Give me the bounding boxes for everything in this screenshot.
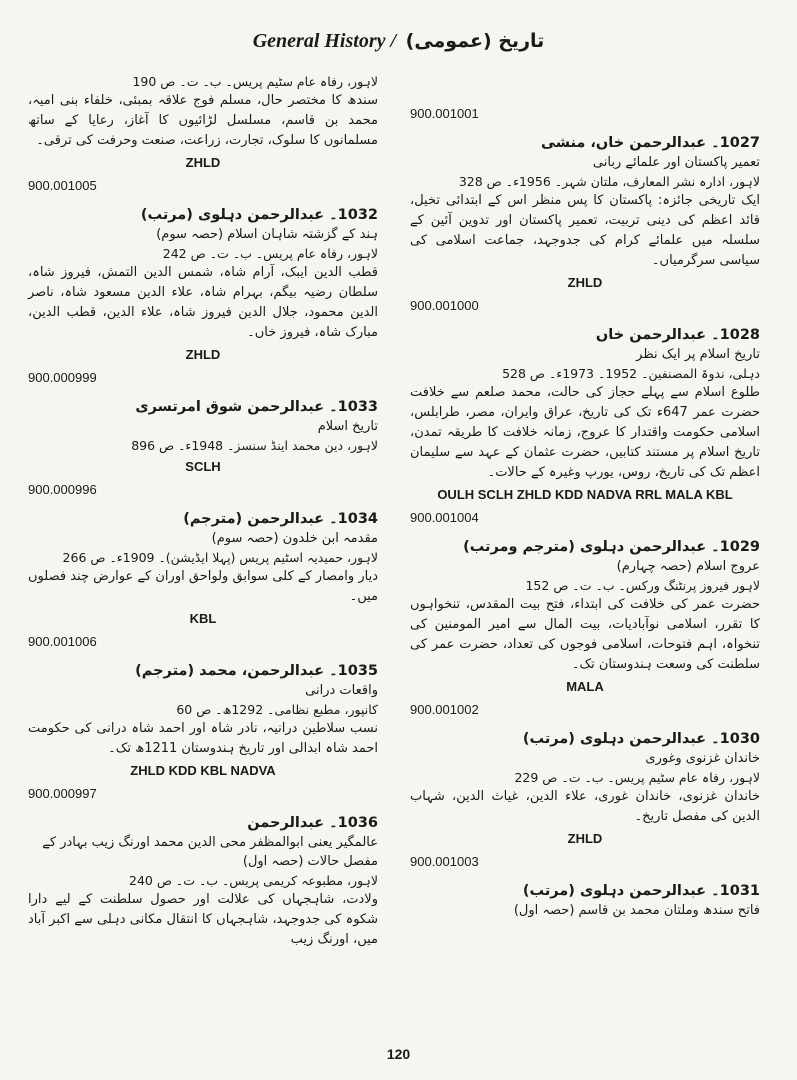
entry-description: خاندان غزنوی، خاندان غوری، علاء الدین، غیاث الدین، شہاب الدین کی مفصل تاریخ۔ bbox=[410, 789, 760, 824]
entry-title: مقدمہ ابن خلدون (حصہ سوم) bbox=[211, 531, 378, 546]
entry-author: عبدالرحمن دہلوی (مترجم ومرتب) bbox=[463, 539, 707, 555]
entry-description: قطب الدین ایبک، آرام شاہ، شمس الدین التمش، فیروز شاہ، سلطان رضیہ بیگم، بہرام شاہ، علاء الدین مسعود شاہ، ناصر الدین محمود، جلال الدین فیروز شاہ، علاء الدین، قطب الدین، مبارک شاہ، فیروز خاں۔ bbox=[28, 265, 378, 340]
entry-number: 1031 bbox=[719, 883, 760, 899]
entry-author: عبدالرحمن (مترجم) bbox=[183, 511, 325, 527]
catalog-entry-1036 bbox=[28, 786, 378, 950]
entry-heading: 1031۔ عبدالرحمن دہلوی (مرتب) bbox=[522, 883, 760, 899]
entry-author: عبدالرحمن شوق امرتسری bbox=[135, 399, 325, 415]
entry-description: دیار وامصار کے کلی سوابق ولواحق اوران کے عوارض چند فصلوں میں۔ bbox=[28, 569, 378, 604]
catalog-entry-1033 bbox=[28, 370, 378, 474]
entry-number: 1027 bbox=[719, 135, 760, 151]
entry-number: 1032 bbox=[337, 207, 378, 223]
entry-number: 1036 bbox=[337, 815, 378, 831]
entry-title: فاتح سندھ وملتان محمد بن قاسم (حصہ اول) bbox=[513, 903, 760, 918]
entry-code: 900.001005 bbox=[28, 178, 97, 193]
entry-heading: 1036۔ عبدالرحمن bbox=[247, 815, 378, 831]
entry-publisher: لاہور، رفاہ عام پریس۔ ب۔ ت۔ ص 242 bbox=[162, 246, 378, 261]
entry-code: 900.001002 bbox=[410, 702, 479, 717]
entry-code: 900.001003 bbox=[410, 854, 479, 869]
header-title-urdu: تاریخ (عمومی) bbox=[405, 30, 545, 52]
entry-author: عبدالرحمن خاں bbox=[595, 327, 707, 343]
entry-code: 900.001001 bbox=[410, 106, 479, 121]
entry-publisher: لاہور فیروز پرنٹنگ ورکس۔ ب۔ ت۔ ص 152 bbox=[525, 578, 760, 593]
entry-publisher: لاہور، مطبوعہ کریمی پریس۔ ب۔ ت۔ ص 240 bbox=[129, 873, 378, 888]
entry-publisher: دہلی، ندوۃ المصنفین۔ 1952۔ 1973ء۔ ص 528 bbox=[502, 366, 760, 381]
entry-code: 900.000999 bbox=[28, 370, 97, 385]
entry-locations: OULH SCLH ZHLD KDD NADVA RRL MALA KBL bbox=[437, 487, 733, 502]
catalog-entry-1034 bbox=[28, 482, 378, 626]
entry-locations: ZHLD bbox=[567, 831, 603, 846]
entry-author: عبدالرحمن دہلوی (مرتب) bbox=[522, 883, 707, 899]
page-number: 120 bbox=[386, 1046, 411, 1062]
catalog-entry-1030 bbox=[410, 702, 760, 846]
entry-description: طلوع اسلام سے پہلے حجاز کی حالت، محمد صلعم سے خلافت حضرت عمر 647ء تک کی تاریخ، عراق وایران، مصر، طرابلس، اسلامی حکومت واقتدار کا عروج، زمانہ خلافت کا طریقہ تمدن، تاریخ اسلام پر مستند کتابیں، حضرت عثمان کے عہد سے سلیمان اعظم تک کی تاریخ، روس، یورپ وغیرہ کے حالات۔ bbox=[410, 385, 760, 480]
entry-description: ولادت، شاہجہاں کی علالت اور حصول سلطنت کے لیے دارا شکوہ کی جدوجہد، شاہجہاں کا انتقال مکانی دہلی سے اکبر آباد میں، اورنگ زیب bbox=[28, 892, 378, 947]
catalog-entry-1027 bbox=[410, 106, 760, 290]
entry-description: نسب سلاطین درانیہ، نادر شاہ اور احمد شاہ درانی کی حکومت احمد شاہ ابدالی اور تاریخ ہندوستان 1211ھ تک۔ bbox=[28, 721, 378, 756]
entry-number: 1034 bbox=[337, 511, 378, 527]
catalog-entry-1031 bbox=[410, 854, 760, 920]
entry-author: عبدالرحمن دہلوی (مرتب) bbox=[522, 731, 707, 747]
entry-code: 900.001004 bbox=[410, 510, 479, 525]
entry-code: 900.001000 bbox=[410, 298, 479, 313]
entry-title: خاندان غزنوی وغوری bbox=[645, 751, 760, 766]
entry-author: عبدالرحمن، محمد (مترجم) bbox=[135, 663, 325, 679]
entry-description: حضرت عمر کی خلافت کی ابتداء، فتح بیت المقدس، تنخواہوں کا تقرر، اسلامی نوآبادیات، بیت المال سے امیر المومنین کی تنخواہ، اہم فتوحات، اسلامی فوجوں کی تعداد، حضرت عمر کی سلطنت کی وسعت ہندوستان تک۔ bbox=[410, 597, 760, 672]
entry-locations: ZHLD bbox=[185, 155, 221, 170]
continued-entry bbox=[28, 72, 378, 170]
entry-locations: ZHLD KDD KBL NADVA bbox=[130, 763, 276, 778]
catalog-entry-1032 bbox=[28, 178, 378, 362]
entry-title: واقعات درانی bbox=[305, 683, 378, 698]
entry-author: عبدالرحمن bbox=[247, 815, 325, 831]
entry-heading: 1035۔ عبدالرحمن، محمد (مترجم) bbox=[135, 663, 378, 679]
entry-publisher: لاہور، رفاہ عام سٹیم پریس۔ ب۔ ت۔ ص 229 bbox=[514, 770, 760, 785]
catalog-entry-1035 bbox=[28, 634, 378, 778]
entry-number: 1028 bbox=[719, 327, 760, 343]
entry-title: تاریخ اسلام پر ایک نظر bbox=[636, 347, 760, 362]
entry-number: 1035 bbox=[337, 663, 378, 679]
header-title-english: General History / bbox=[252, 30, 397, 52]
entry-publisher: لاہور، دین محمد اینڈ سنسز۔ 1948ء۔ ص 896 bbox=[131, 438, 378, 453]
entry-heading: 1029۔ عبدالرحمن دہلوی (مترجم ومرتب) bbox=[463, 539, 760, 555]
entry-locations: MALA bbox=[566, 679, 604, 694]
entry-title: عروج اسلام (حصہ چہارم) bbox=[616, 559, 760, 574]
entry-title: عالمگیر یعنی ابوالمظفر محی الدین محمد اورنگ زیب بہادر کے مفصل حالات (حصہ اول) bbox=[42, 835, 378, 869]
catalog-entry-1028 bbox=[410, 298, 760, 502]
entry-locations: ZHLD bbox=[567, 275, 603, 290]
entry-title: تعمیر پاکستان اور علمائے ربانی bbox=[592, 155, 760, 170]
entry-heading: 1032۔ عبدالرحمن دہلوی (مرتب) bbox=[140, 207, 378, 223]
entry-number: 1030 bbox=[719, 731, 760, 747]
left-column bbox=[28, 72, 378, 958]
entry-code: 900.000996 bbox=[28, 482, 97, 497]
entry-publisher: لاہور، حمیدیہ اسٹیم پریس (پہلا ایڈیشن)۔ 1909ء۔ ص 266 bbox=[62, 550, 378, 565]
entry-heading: 1033۔ عبدالرحمن شوق امرتسری bbox=[135, 399, 378, 415]
right-column bbox=[410, 100, 760, 928]
catalog-entry-1029 bbox=[410, 510, 760, 694]
entry-title: تاریخ اسلام bbox=[317, 419, 378, 434]
entry-title: ہند کے گزشتہ شاہان اسلام (حصہ سوم) bbox=[156, 227, 378, 242]
entry-heading: 1030۔ عبدالرحمن دہلوی (مرتب) bbox=[522, 731, 760, 747]
entry-author: عبدالرحمن خاں، منشی bbox=[541, 135, 707, 151]
entry-number: 1033 bbox=[337, 399, 378, 415]
entry-locations: KBL bbox=[189, 611, 217, 626]
page-header bbox=[0, 30, 797, 53]
entry-description: ایک تاریخی جائزہ: پاکستان کا پس منظر اس کے ابتدائی تخیل، قائد اعظم کی دینی تربیت، تعمیر پاکستان اور تدوین آئین کے سلسلہ میں علمائے کرام کی جدوجہد، جماعت اسلامی کی سیاسی سرگرمیاں۔ bbox=[410, 193, 760, 268]
entry-publisher: کانپور، مطبع نظامی۔ 1292ھ۔ ص 60 bbox=[176, 702, 378, 717]
entry-heading: 1034۔ عبدالرحمن (مترجم) bbox=[183, 511, 378, 527]
entry-heading: 1027۔ عبدالرحمن خاں، منشی bbox=[541, 135, 760, 151]
entry-heading: 1028۔ عبدالرحمن خاں bbox=[595, 327, 760, 343]
entry-publisher: لاہور، رفاہ عام سٹیم پریس۔ ب۔ ت۔ ص 190 bbox=[132, 74, 378, 89]
entry-number: 1029 bbox=[719, 539, 760, 555]
entry-code: 900.001006 bbox=[28, 634, 97, 649]
entry-locations: SCLH bbox=[185, 459, 221, 474]
entry-description: سندھ کا مختصر حال، مسلم فوج علاقہ بمبئی، خلفاء بنی امیہ، محمد بن قاسم، مسلسل لڑائیوں کا آغاز، رعایا کے ساتھ مسلمانوں کا سلوک، تجارت، زراعت، صنعت وحرفت کی ترقی۔ bbox=[28, 93, 378, 148]
entry-code: 900.000997 bbox=[28, 786, 97, 801]
entry-author: عبدالرحمن دہلوی (مرتب) bbox=[140, 207, 325, 223]
entry-locations: ZHLD bbox=[185, 347, 221, 362]
entry-publisher: لاہور، ادارہ نشر المعارف، ملتان شہر۔ 1956ء۔ ص 328 bbox=[458, 174, 760, 189]
